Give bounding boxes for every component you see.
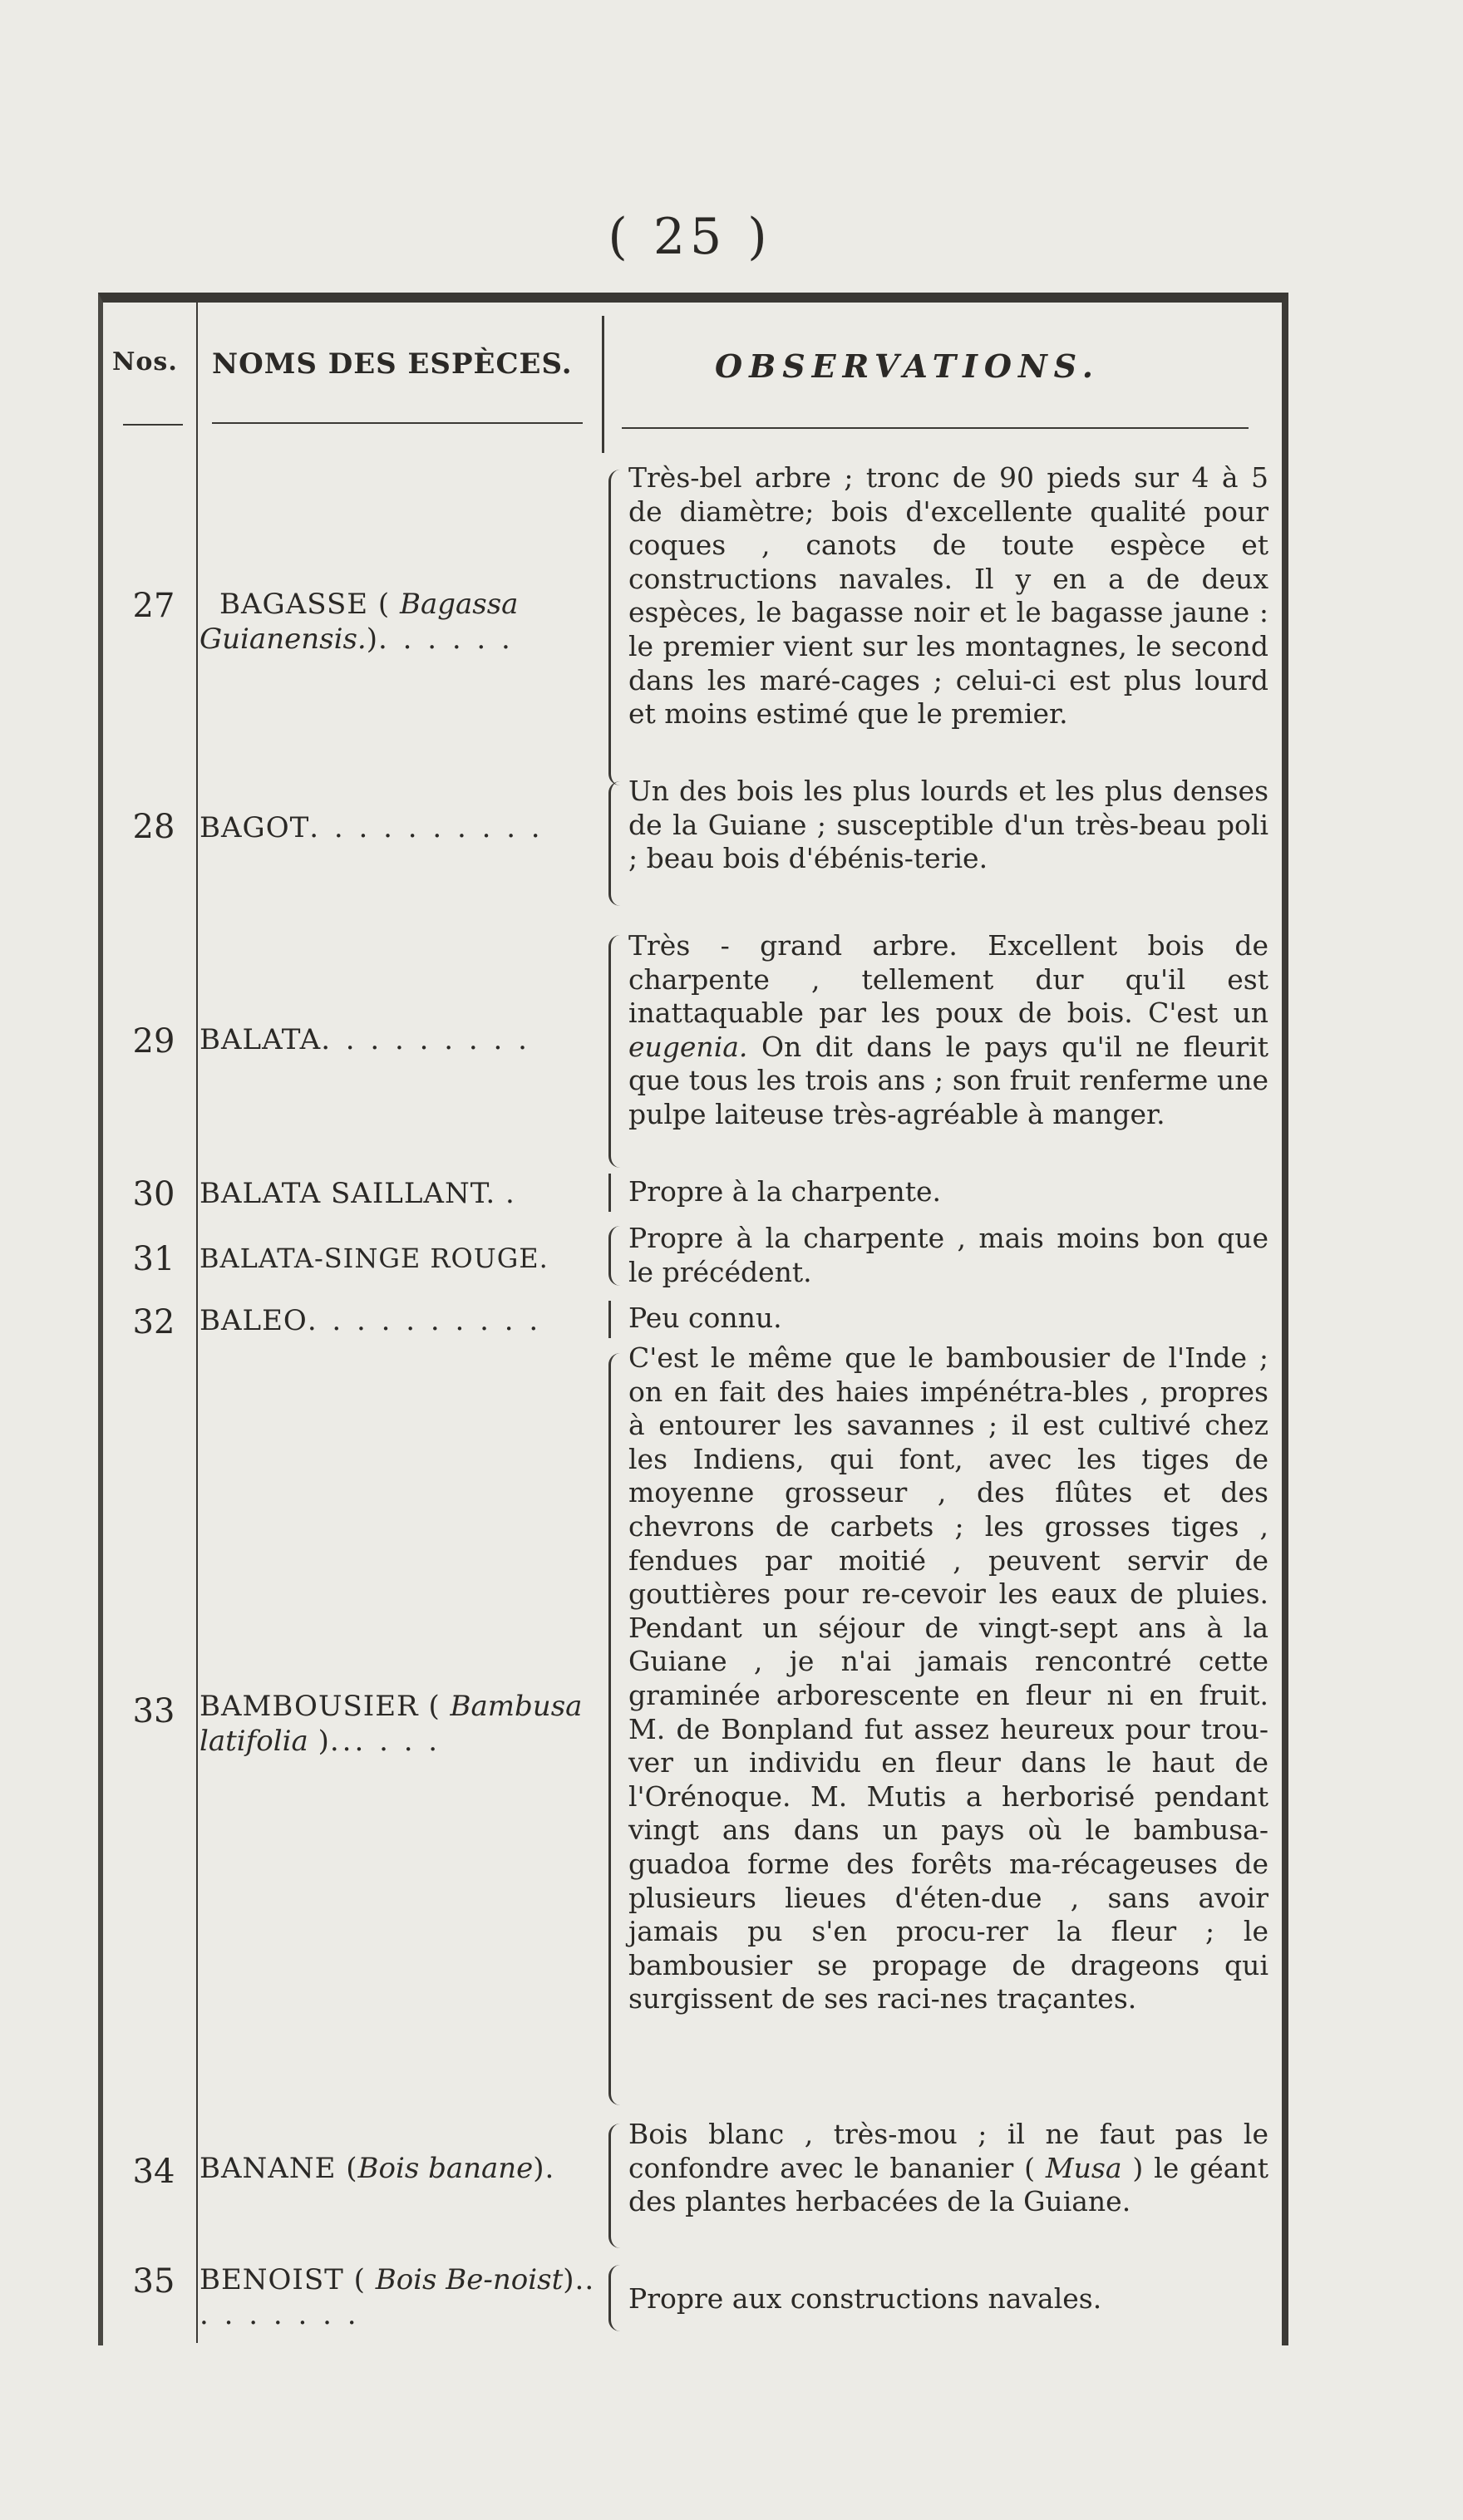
header-rule-names [212, 422, 583, 424]
entry-number: 28 [132, 808, 175, 846]
leader-dots: . . . . . . . [200, 2298, 360, 2331]
observation-text-part: Bois blanc , très-mou ; il ne faut pas le confondre avec le bananier ( [628, 2118, 1268, 2184]
observation-text [628, 929, 1268, 1132]
observation-emphasis: Musa [1045, 2151, 1122, 2184]
species-name [200, 2151, 605, 2186]
entry-number: 33 [132, 1692, 175, 1730]
species-name-text: BAGOT [200, 811, 310, 844]
observation-text-part: On dit dans le pays qu'il ne fleurit que tous les trois ans ; son fruit renferme une pulpe laiteuse très-agréable à manger. [628, 1030, 1268, 1130]
leader-dots: ... . . . [329, 1725, 441, 1758]
species-name [200, 2262, 605, 2332]
brace [608, 935, 629, 1168]
species-name-suffix: ) [366, 623, 378, 656]
entry-number: 32 [132, 1303, 175, 1341]
brace [608, 2124, 629, 2248]
observation-text: Propre aux constructions navales. [628, 2282, 1102, 2315]
species-name-text: BALEO [200, 1304, 308, 1337]
entry-number: 35 [132, 2262, 175, 2301]
entry-number: 27 [132, 587, 175, 625]
observation-text: C'est le même que le bambousier de l'Inde ; on en fait des haies impénétra-bles , propres à entourer les savannes ; il est cultivé chez les Indiens, qui font, avec les tiges de moyenne grosseur , des flûtes et des chevrons de carbets ; les grosses tiges , fendues par moitié , peuvent servir de gouttières pour re-cevoir les eaux de pluies. Pendant un séjour de vingt-sept ans à la Guiane , je n'ai jamais rencontré cette graminée arborescente en fleur ni en fruit. M. de Bonpland fut assez heureux pour trou-ver un individu en fleur dans le haut de l'Orénoque. M. Mutis a herborisé pendant vingt ans dans un pays où le bambusa-guadoa forme des forêts ma-récageuses de plusieurs lieues d'éten-due , sans avoir jamais pu s'en procu-rer la fleur ; le bambousier se propage de drageons qui surgissent de ses raci-nes traçantes. [628, 1341, 1268, 2016]
species-name-suffix: ). [533, 2152, 555, 2185]
observation-text-part: ) le géant des plantes herbacées de la Guiane. [628, 2151, 1268, 2218]
observation-text [628, 2118, 1268, 2219]
page-number: ( 25 ) [608, 208, 772, 266]
observation-text-part: Très - grand arbre. Excellent bois de charpente , tellement dur qu'il est inattaquable par les poux de bois. C'est un [628, 929, 1268, 1030]
species-name-text: BAGASSE ( [219, 588, 400, 621]
observation-text: Très-bel arbre ; tronc de 90 pieds sur 4 à 5 de diamètre; bois d'excellente qualité pour coques , canots de toute espèce et constructions navales. Il y en a de deux espèces, le bagasse noir et le bagasse jaune : le premier vient sur les montagnes, le second dans les maré-cages ; celui-ci est plus lourd et moins estimé que le premier. [628, 461, 1268, 731]
brace [608, 1353, 629, 2105]
brace [608, 1226, 629, 1286]
species-latin: Bois Be-noist [375, 2263, 564, 2296]
leader-dots: . . . . . . . . . . [309, 811, 544, 844]
species-name [200, 587, 605, 657]
observation-text: Propre à la charpente. [628, 1175, 942, 1208]
species-latin: Bagassa Guianensis. [200, 588, 519, 656]
species-name [200, 1689, 605, 1759]
species-name [200, 1022, 605, 1057]
brace [608, 470, 629, 785]
species-name-text: BALATA SAILLANT. [200, 1177, 496, 1210]
species-name-suffix: ).. [563, 2263, 595, 2296]
leader-dots: . . . . . . [377, 623, 514, 656]
header-rule-numbers [123, 424, 183, 426]
species-name [200, 1303, 605, 1338]
brace [608, 1301, 629, 1338]
brace [608, 781, 629, 906]
observation-text: Propre à la charpente , mais moins bon que le précédent. [628, 1222, 1268, 1288]
species-name-suffix: ) [308, 1725, 330, 1758]
header-numbers: Nos. [112, 347, 178, 377]
species-name-text: BALATA-SINGE ROUGE. [200, 1243, 549, 1274]
entry-number: 29 [132, 1022, 175, 1061]
species-name-text: BAMBOUSIER ( [200, 1690, 451, 1723]
entry-number: 30 [132, 1175, 175, 1213]
brace [608, 1174, 629, 1212]
species-latin: Bambusa latifolia [200, 1690, 583, 1758]
observation-emphasis: eugenia. [628, 1030, 748, 1063]
observation-text: Peu connu. [628, 1302, 782, 1334]
species-name [200, 1241, 605, 1276]
entry-number: 31 [132, 1240, 175, 1278]
entry-number: 34 [132, 2153, 175, 2191]
leader-dots: . [505, 1177, 518, 1210]
brace [608, 2265, 629, 2331]
species-name-text: BALATA [200, 1023, 322, 1056]
header-rule-observations [622, 427, 1249, 429]
species-name [200, 810, 605, 845]
leader-dots: . . . . . . . . . [321, 1023, 530, 1056]
column-divider-names [602, 316, 604, 453]
species-latin: Bois banane [357, 2152, 534, 2185]
header-observations: OBSERVATIONS. [715, 347, 1100, 385]
species-name-text: BANANE ( [200, 2152, 358, 2185]
species-name [200, 1176, 605, 1211]
species-name-text: BENOIST ( [200, 2263, 376, 2296]
leader-dots: . . . . . . . . . . [307, 1304, 542, 1337]
header-species-names: NOMS DES ESPÈCES. [212, 347, 573, 381]
observation-text: Un des bois les plus lourds et les plus denses de la Guiane ; susceptible d'un très-beau poli ; beau bois d'ébénis-terie. [628, 775, 1268, 875]
column-divider-numbers [196, 303, 198, 2343]
